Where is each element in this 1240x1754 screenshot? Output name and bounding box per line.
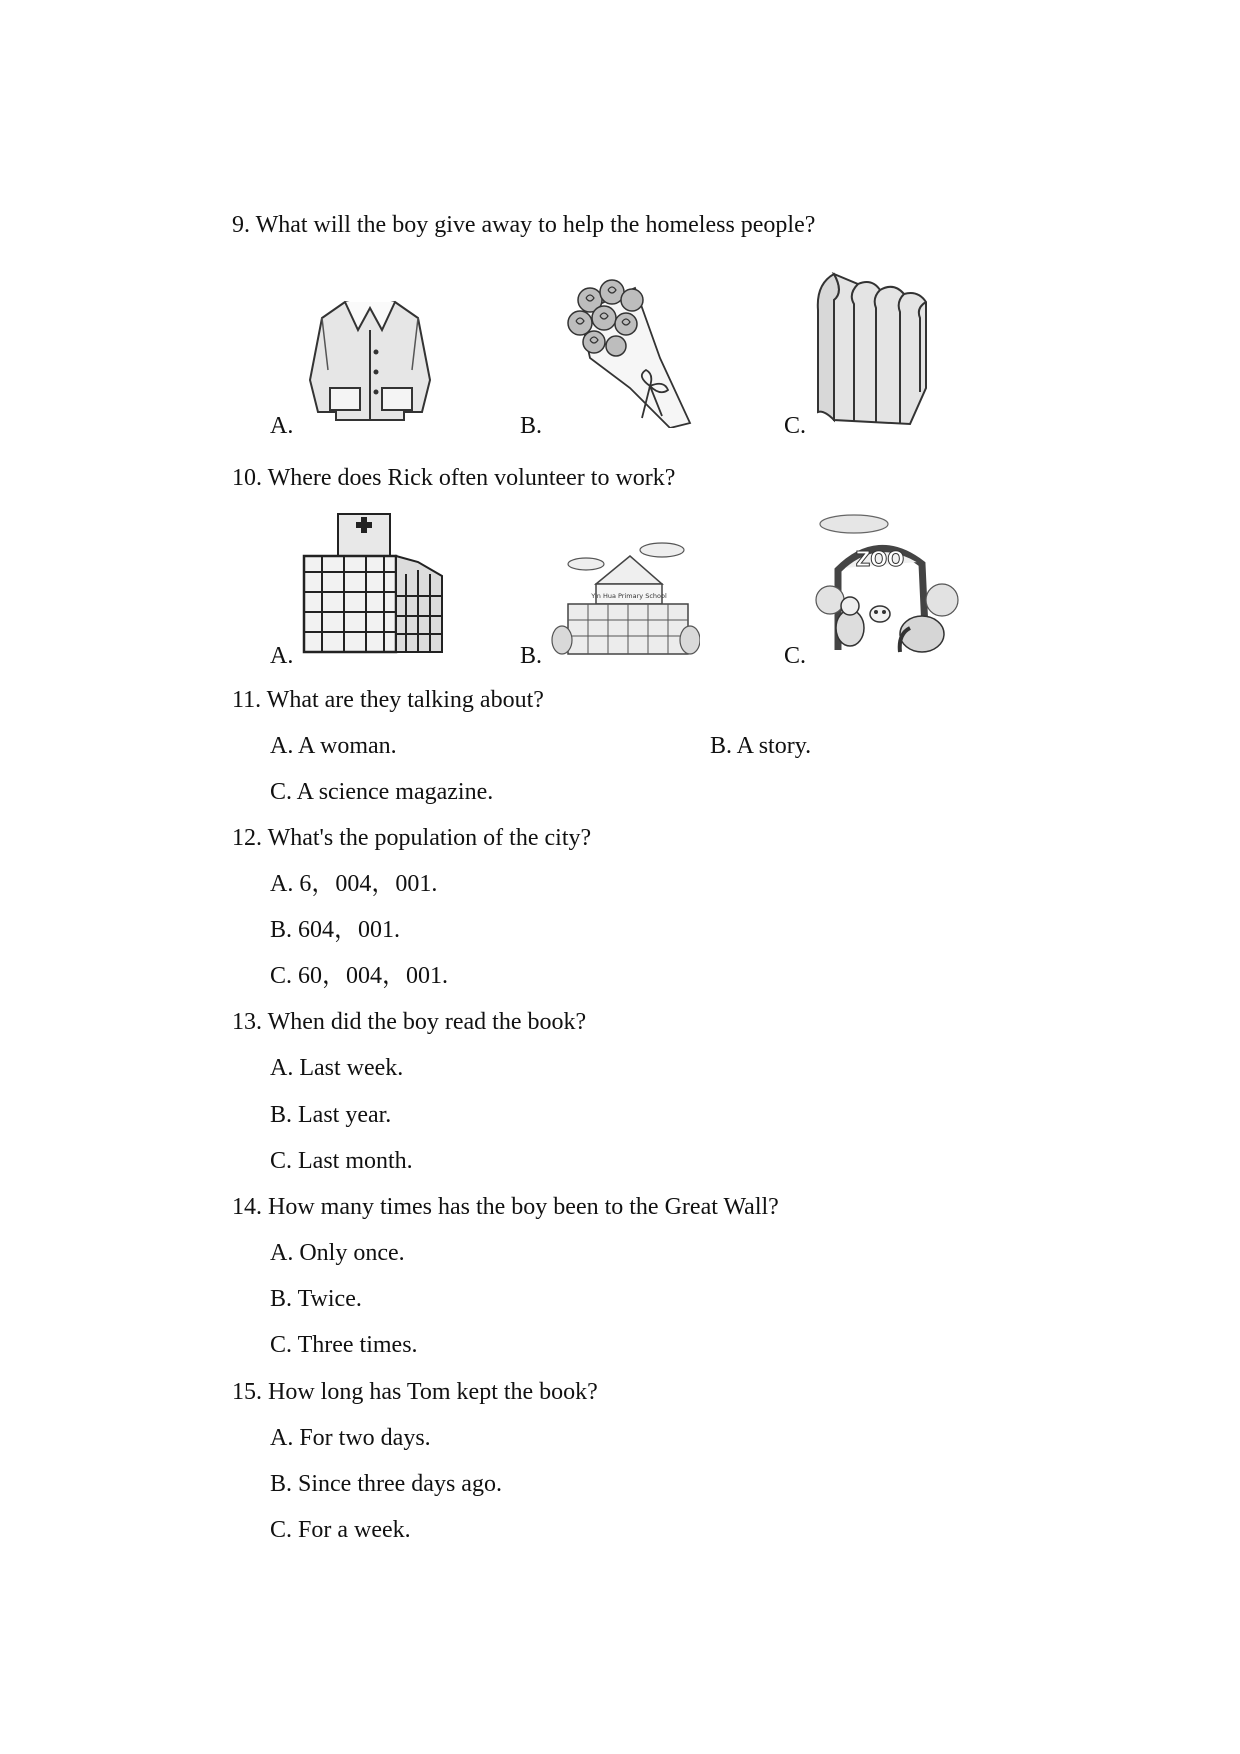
question-10: 10. Where does Rick often volunteer to work?: [232, 465, 676, 491]
question-13: 13. When did the boy read the book?: [232, 1009, 587, 1035]
q10-option-a-label: A.: [270, 643, 294, 669]
q15-option-a[interactable]: A. For two days.: [270, 1425, 431, 1451]
zoo-sign: ZOO: [855, 547, 905, 571]
question-9: 9. What will the boy give away to help the homeless people?: [232, 212, 816, 238]
q9-option-a-label: A.: [270, 413, 294, 439]
q12-option-a[interactable]: A. 6，004，001.: [270, 871, 438, 897]
q11-option-c[interactable]: C. A science magazine.: [270, 779, 494, 805]
q11-option-b[interactable]: B. A story.: [710, 733, 812, 759]
books-icon[interactable]: [814, 270, 934, 430]
q14-option-b[interactable]: B. Twice.: [270, 1286, 362, 1312]
question-11: 11. What are they talking about?: [232, 687, 544, 713]
jacket-icon[interactable]: [300, 290, 440, 430]
q11-option-a[interactable]: A. A woman.: [270, 733, 397, 759]
question-12: 12. What's the population of the city?: [232, 825, 592, 851]
q15-option-b[interactable]: B. Since three days ago.: [270, 1471, 502, 1497]
school-icon[interactable]: [550, 536, 700, 658]
q13-option-a[interactable]: A. Last week.: [270, 1055, 404, 1081]
q9-option-b-label: B.: [520, 413, 543, 439]
q10-option-c-label: C.: [784, 643, 807, 669]
q12-option-c[interactable]: C. 60，004，001.: [270, 963, 449, 989]
q15-option-c[interactable]: C. For a week.: [270, 1517, 411, 1543]
question-15: 15. How long has Tom kept the book?: [232, 1379, 598, 1405]
q10-option-b-label: B.: [520, 643, 543, 669]
q13-option-c[interactable]: C. Last month.: [270, 1148, 413, 1174]
hospital-icon[interactable]: [300, 510, 445, 655]
q14-option-a[interactable]: A. Only once.: [270, 1240, 405, 1266]
question-14: 14. How many times has the boy been to the Great Wall?: [232, 1194, 779, 1220]
q13-option-b[interactable]: B. Last year.: [270, 1102, 392, 1128]
flowers-bouquet-icon[interactable]: [550, 278, 700, 428]
q12-option-b[interactable]: B. 604，001.: [270, 917, 401, 943]
q14-option-c[interactable]: C. Three times.: [270, 1332, 418, 1358]
q9-option-c-label: C.: [784, 413, 807, 439]
school-sign: Yin Hua Primary School: [591, 592, 667, 600]
zoo-icon[interactable]: [814, 510, 960, 660]
